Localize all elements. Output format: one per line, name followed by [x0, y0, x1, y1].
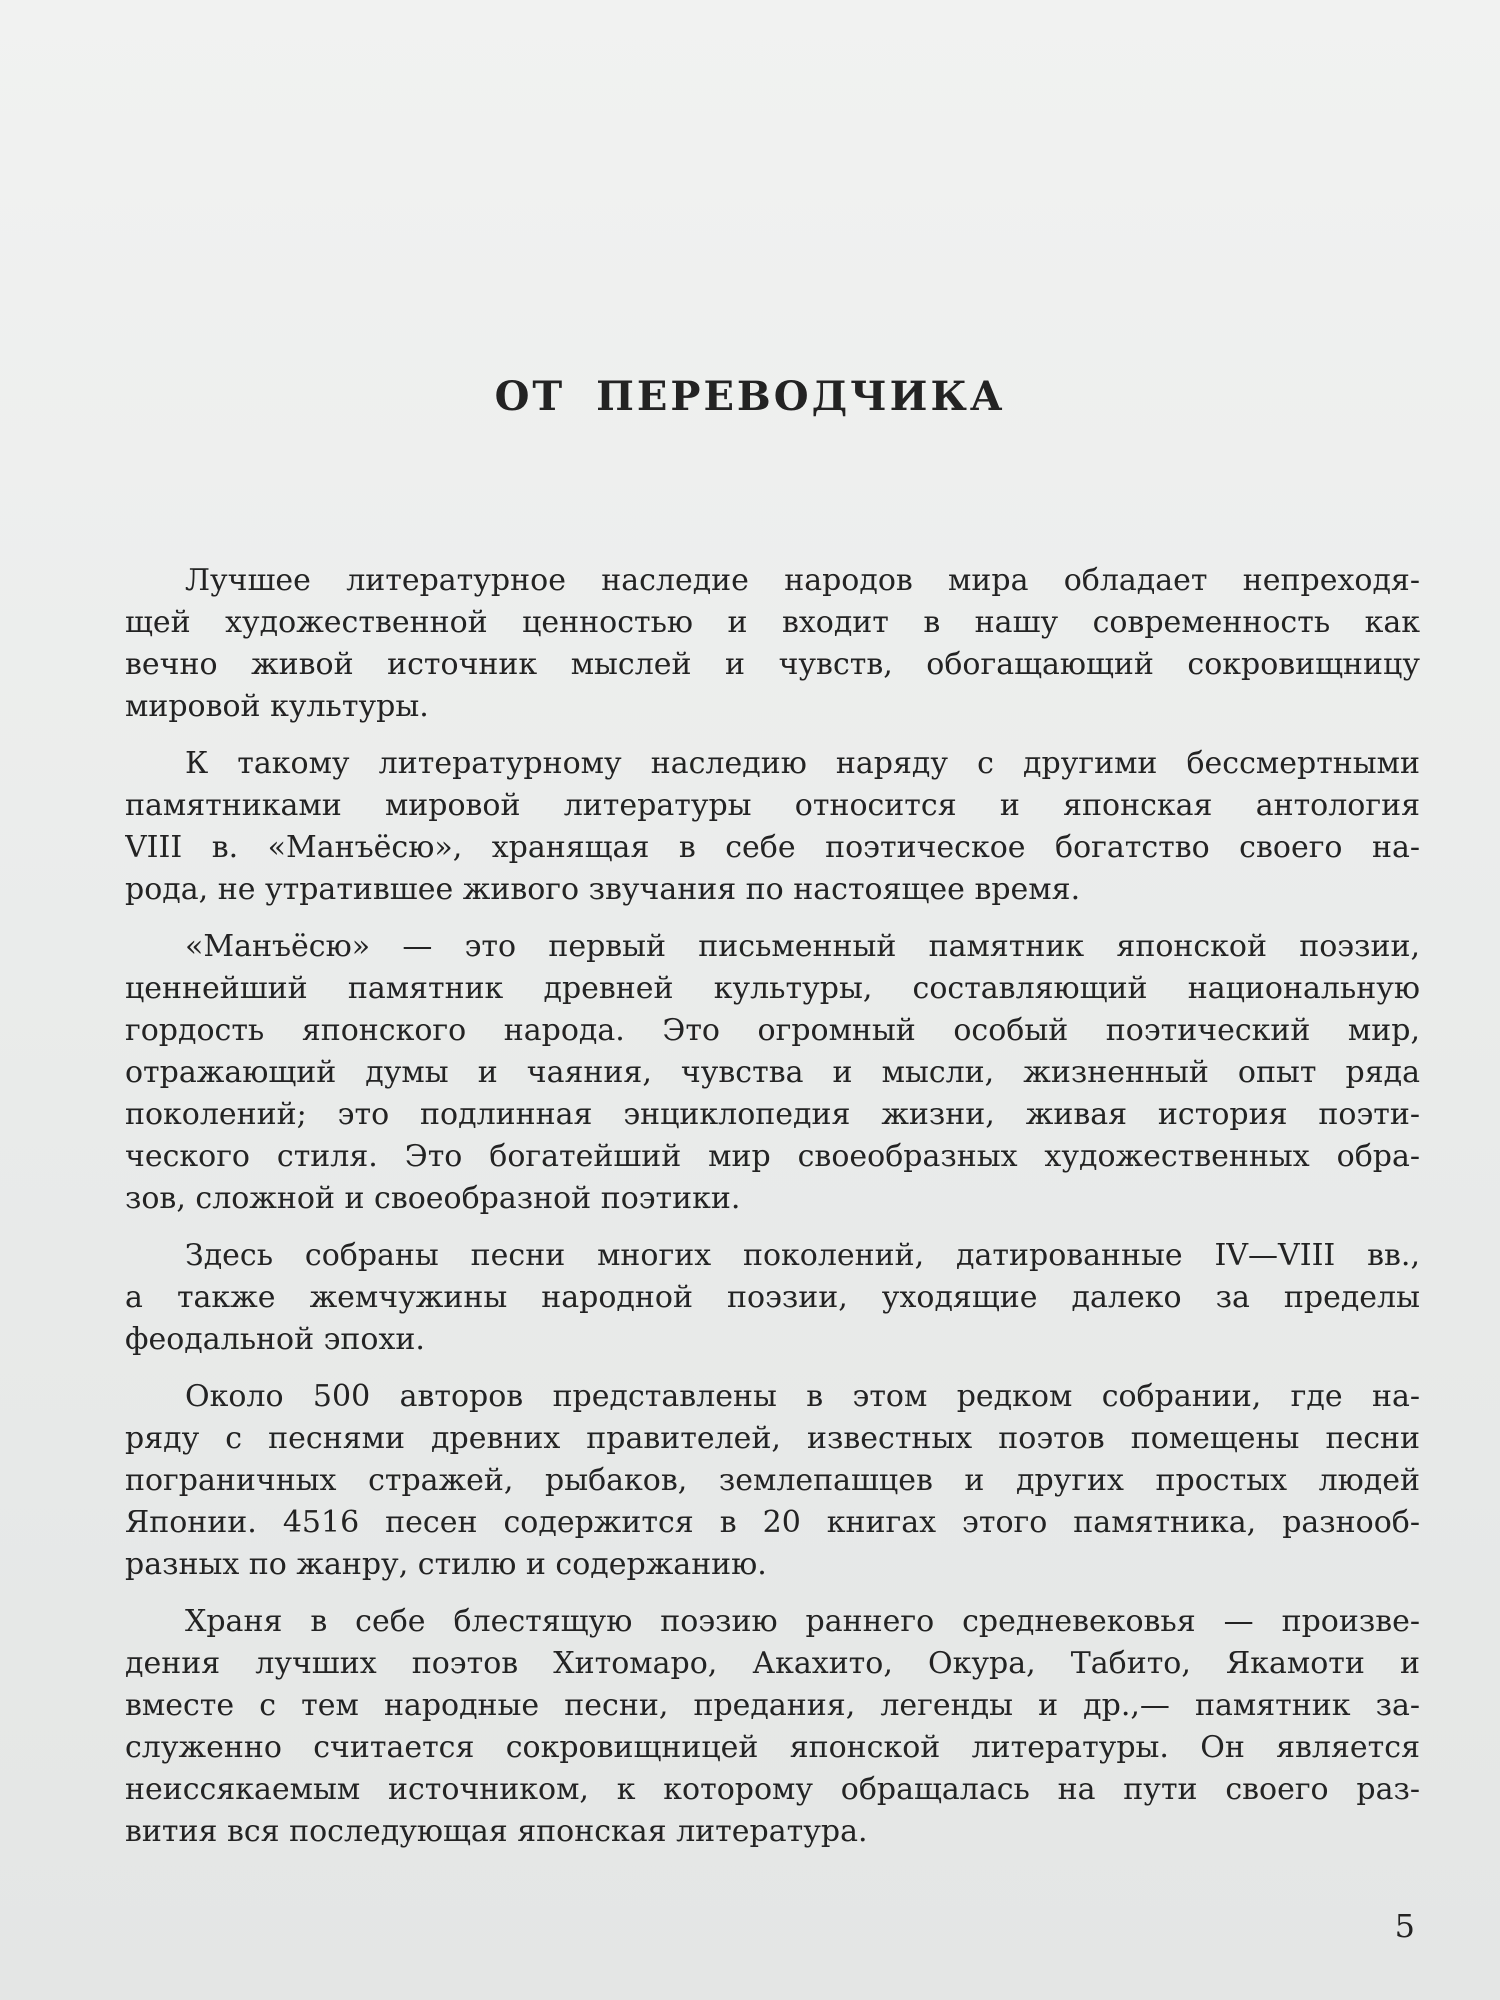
- text-line: вместе с тем народные песни, предания, легенды и др.,— памятник за-: [125, 1688, 1420, 1723]
- text-line: пограничных стражей, рыбаков, землепашцев и других простых людей: [125, 1463, 1420, 1498]
- text-line: Около 500 авторов представлены в этом редком собрании, где на-: [185, 1379, 1420, 1414]
- text-line: ческого стиля. Это богатейший мир своеобразных художественных обра-: [125, 1139, 1420, 1174]
- text-line: а также жемчужины народной поэзии, уходящие далеко за пределы: [125, 1280, 1420, 1315]
- text-line: Японии. 4516 песен содержится в 20 книгах этого памятника, разнооб-: [125, 1505, 1420, 1540]
- text-line: Храня в себе блестящую поэзию раннего средневековья — произве-: [185, 1604, 1420, 1639]
- text-line: феодальной эпохи.: [125, 1322, 425, 1357]
- paragraph-2: [125, 743, 1420, 911]
- paragraph-6: [125, 1601, 1420, 1853]
- paragraph-3: [125, 926, 1420, 1220]
- text-line: неиссякаемым источником, к которому обращалась на пути своего раз-: [125, 1772, 1420, 1807]
- page-number: 5: [1394, 1907, 1415, 1945]
- text-line: дения лучших поэтов Хитомаро, Акахито, Окура, Табито, Якамоти и: [125, 1646, 1420, 1681]
- text-line: отражающий думы и чаяния, чувства и мысли, жизненный опыт ряда: [125, 1055, 1420, 1090]
- text-line: щей художественной ценностью и входит в нашу современность как: [125, 605, 1420, 640]
- text-line: мировой культуры.: [125, 689, 429, 724]
- text-line: разных по жанру, стилю и содержанию.: [125, 1547, 767, 1582]
- paragraph-4: [125, 1235, 1420, 1361]
- text-line: ценнейший памятник древней культуры, составляющий национальную: [125, 971, 1420, 1006]
- paragraph-1: [125, 560, 1420, 728]
- text-line: «Манъёсю» — это первый письменный памятник японской поэзии,: [185, 929, 1420, 964]
- text-line: поколений; это подлинная энциклопедия жизни, живая история поэти-: [125, 1097, 1420, 1132]
- paragraph-5: [125, 1376, 1420, 1586]
- text-line: ряду с песнями древних правителей, известных поэтов помещены песни: [125, 1421, 1420, 1456]
- text-line: Лучшее литературное наследие народов мира обладает непреходя-: [185, 563, 1420, 598]
- page-title: ОТ ПЕРЕВОДЧИКА: [494, 372, 1006, 420]
- text-line: вития вся последующая японская литература.: [125, 1814, 868, 1849]
- text-line: вечно живой источник мыслей и чувств, обогащающий сокровищницу: [125, 647, 1420, 682]
- text-line: К такому литературному наследию наряду с другими бессмертными: [185, 746, 1420, 781]
- text-line: гордость японского народа. Это огромный особый поэтический мир,: [125, 1013, 1420, 1048]
- text-line: служенно считается сокровищницей японской литературы. Он является: [125, 1730, 1420, 1765]
- text-line: VIII в. «Манъёсю», хранящая в себе поэтическое богатство своего на-: [125, 830, 1420, 865]
- text-line: зов, сложной и своеобразной поэтики.: [125, 1181, 741, 1216]
- text-line: рода, не утратившее живого звучания по настоящее время.: [125, 872, 1081, 907]
- text-line: Здесь собраны песни многих поколений, датированные IV—VIII вв.,: [185, 1238, 1420, 1273]
- text-line: памятниками мировой литературы относится и японская антология: [125, 788, 1420, 823]
